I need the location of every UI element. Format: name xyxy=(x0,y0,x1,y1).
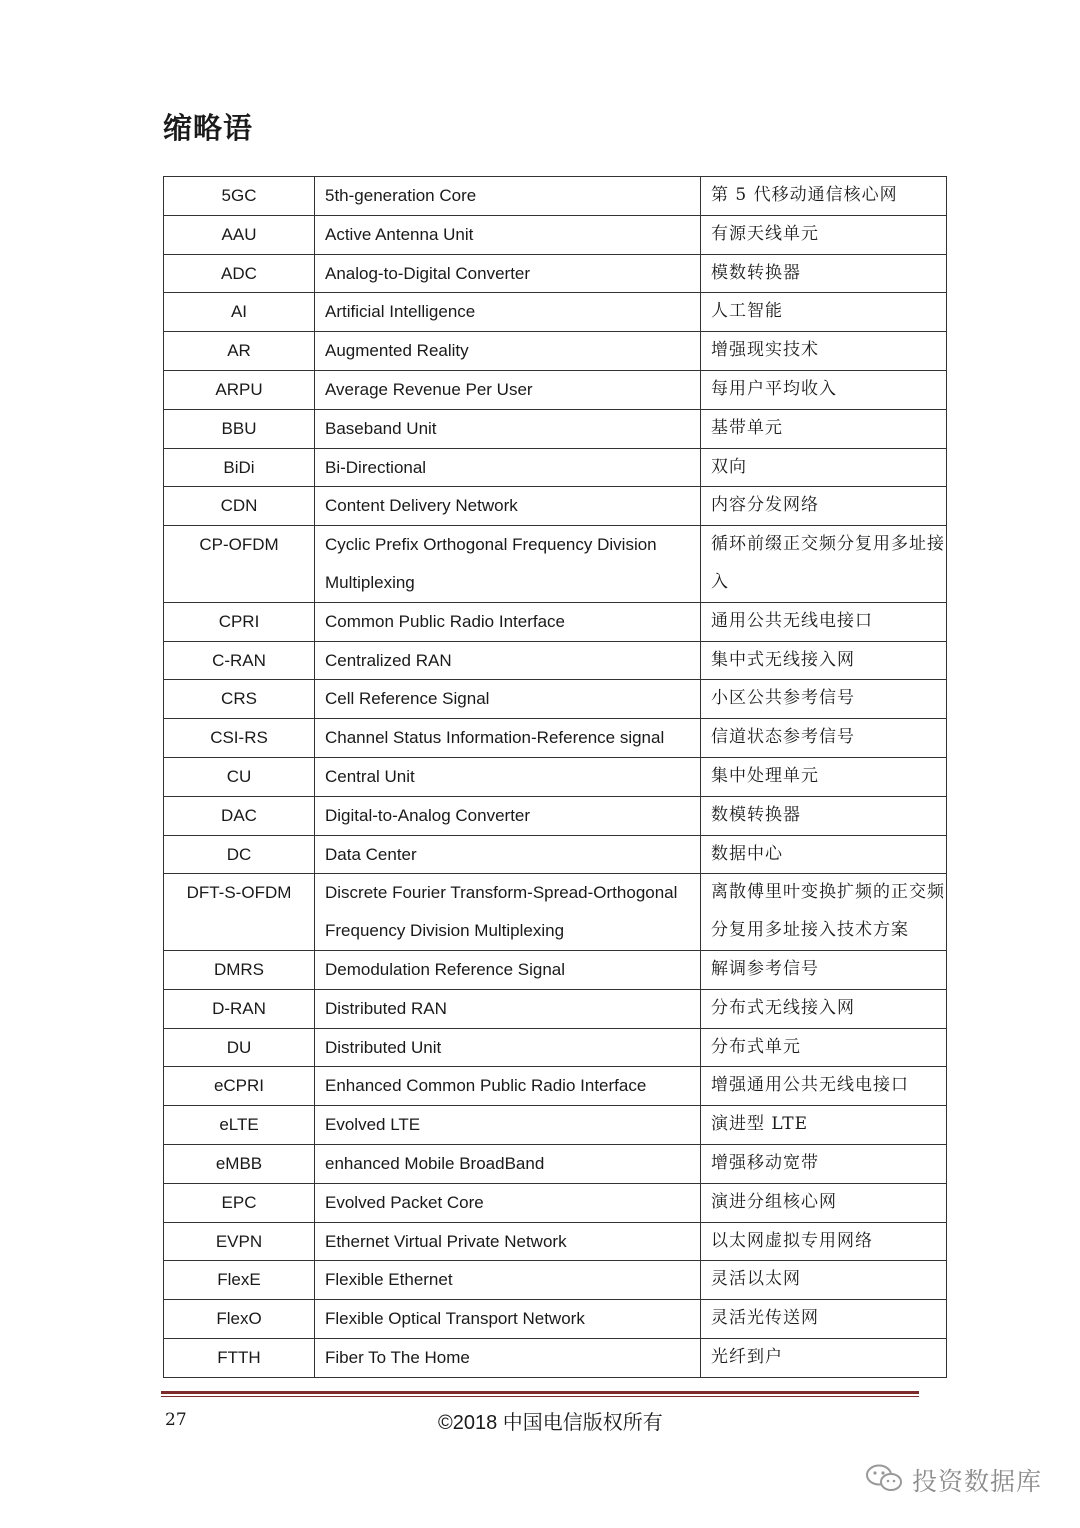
english-term-cell: Evolved LTE xyxy=(315,1106,701,1145)
abbreviation-cell: DFT-S-OFDM xyxy=(164,874,315,951)
abbreviation-cell: 5GC xyxy=(164,177,315,216)
abbreviation-cell: AI xyxy=(164,293,315,332)
chinese-term-cell: 循环前缀正交频分复用多址接入 xyxy=(701,526,947,603)
copyright-notice: ©2018 中国电信版权所有 xyxy=(438,1412,663,1434)
chinese-term-cell: 分布式单元 xyxy=(701,1028,947,1067)
watermark xyxy=(864,1462,1042,1498)
table-row xyxy=(164,1300,947,1339)
english-term-cell: 5th-generation Core xyxy=(315,177,701,216)
english-term-cell: Discrete Fourier Transform-Spread-Orthogonal Frequency Division Multiplexing xyxy=(315,874,701,951)
english-term-cell: Bi-Directional xyxy=(315,448,701,487)
abbreviation-cell: CU xyxy=(164,757,315,796)
chinese-term-cell: 光纤到户 xyxy=(701,1338,947,1377)
english-term-cell: Flexible Ethernet xyxy=(315,1261,701,1300)
table-row xyxy=(164,1106,947,1145)
abbreviation-cell: DAC xyxy=(164,796,315,835)
page-title: 缩略语 xyxy=(163,111,254,145)
footer-rule xyxy=(161,1391,919,1394)
abbreviation-cell: BiDi xyxy=(164,448,315,487)
abbreviation-cell: CP-OFDM xyxy=(164,526,315,603)
chinese-term-cell: 通用公共无线电接口 xyxy=(701,602,947,641)
table-row xyxy=(164,602,947,641)
english-term-cell: Evolved Packet Core xyxy=(315,1183,701,1222)
english-term-cell: Distributed Unit xyxy=(315,1028,701,1067)
english-term-cell: Flexible Optical Transport Network xyxy=(315,1300,701,1339)
english-term-cell: Ethernet Virtual Private Network xyxy=(315,1222,701,1261)
table-row xyxy=(164,448,947,487)
table-row xyxy=(164,1261,947,1300)
chinese-term-cell: 解调参考信号 xyxy=(701,950,947,989)
table-row xyxy=(164,680,947,719)
abbreviation-cell: DMRS xyxy=(164,950,315,989)
english-term-cell: Content Delivery Network xyxy=(315,487,701,526)
table-row xyxy=(164,177,947,216)
wechat-icon xyxy=(864,1462,904,1499)
table-row xyxy=(164,332,947,371)
abbreviation-cell: CDN xyxy=(164,487,315,526)
table-row xyxy=(164,1067,947,1106)
footer-rule-thin xyxy=(161,1396,919,1397)
english-term-cell: enhanced Mobile BroadBand xyxy=(315,1144,701,1183)
abbreviation-cell: DU xyxy=(164,1028,315,1067)
english-term-cell: Digital-to-Analog Converter xyxy=(315,796,701,835)
chinese-term-cell: 内容分发网络 xyxy=(701,487,947,526)
table-row xyxy=(164,1183,947,1222)
abbreviation-cell: FlexO xyxy=(164,1300,315,1339)
chinese-term-cell: 增强现实技术 xyxy=(701,332,947,371)
table-row xyxy=(164,641,947,680)
abbreviation-cell: eCPRI xyxy=(164,1067,315,1106)
table-row xyxy=(164,835,947,874)
table-row xyxy=(164,215,947,254)
english-term-cell: Active Antenna Unit xyxy=(315,215,701,254)
english-term-cell: Average Revenue Per User xyxy=(315,370,701,409)
abbreviation-cell: AR xyxy=(164,332,315,371)
chinese-term-cell: 集中处理单元 xyxy=(701,757,947,796)
abbreviation-cell: EPC xyxy=(164,1183,315,1222)
english-term-cell: Analog-to-Digital Converter xyxy=(315,254,701,293)
english-term-cell: Data Center xyxy=(315,835,701,874)
table-row xyxy=(164,1338,947,1377)
table-row xyxy=(164,1028,947,1067)
chinese-term-cell: 人工智能 xyxy=(701,293,947,332)
table-row xyxy=(164,757,947,796)
abbreviation-cell: FTTH xyxy=(164,1338,315,1377)
abbreviation-cell: eLTE xyxy=(164,1106,315,1145)
chinese-term-cell: 增强通用公共无线电接口 xyxy=(701,1067,947,1106)
table-row xyxy=(164,370,947,409)
chinese-term-cell: 演进型 LTE xyxy=(701,1106,947,1145)
chinese-term-cell: 灵活光传送网 xyxy=(701,1300,947,1339)
table-row xyxy=(164,874,947,951)
chinese-term-cell: 灵活以太网 xyxy=(701,1261,947,1300)
english-term-cell: Distributed RAN xyxy=(315,989,701,1028)
english-term-cell: Artificial Intelligence xyxy=(315,293,701,332)
abbreviation-cell: FlexE xyxy=(164,1261,315,1300)
table-row xyxy=(164,1222,947,1261)
table-row xyxy=(164,526,947,603)
abbreviation-cell: eMBB xyxy=(164,1144,315,1183)
table-row xyxy=(164,254,947,293)
table-row xyxy=(164,989,947,1028)
abbreviation-cell: C-RAN xyxy=(164,641,315,680)
abbreviation-cell: D-RAN xyxy=(164,989,315,1028)
chinese-term-cell: 模数转换器 xyxy=(701,254,947,293)
table-row xyxy=(164,796,947,835)
english-term-cell: Augmented Reality xyxy=(315,332,701,371)
english-term-cell: Cell Reference Signal xyxy=(315,680,701,719)
chinese-term-cell: 每用户平均收入 xyxy=(701,370,947,409)
english-term-cell: Channel Status Information-Reference signal xyxy=(315,719,701,758)
table-row xyxy=(164,1144,947,1183)
chinese-term-cell: 基带单元 xyxy=(701,409,947,448)
watermark-text: 投资数据库 xyxy=(912,1468,1043,1496)
chinese-term-cell: 有源天线单元 xyxy=(701,215,947,254)
abbreviation-cell: AAU xyxy=(164,215,315,254)
english-term-cell: Cyclic Prefix Orthogonal Frequency Division Multiplexing xyxy=(315,526,701,603)
page-number: 27 xyxy=(165,1410,187,1430)
chinese-term-cell: 数模转换器 xyxy=(701,796,947,835)
english-term-cell: Central Unit xyxy=(315,757,701,796)
abbreviation-cell: EVPN xyxy=(164,1222,315,1261)
chinese-term-cell: 以太网虚拟专用网络 xyxy=(701,1222,947,1261)
chinese-term-cell: 数据中心 xyxy=(701,835,947,874)
table-row xyxy=(164,487,947,526)
chinese-term-cell: 信道状态参考信号 xyxy=(701,719,947,758)
table-row xyxy=(164,409,947,448)
abbreviation-cell: BBU xyxy=(164,409,315,448)
table-row xyxy=(164,719,947,758)
abbreviation-cell: CRS xyxy=(164,680,315,719)
chinese-term-cell: 分布式无线接入网 xyxy=(701,989,947,1028)
chinese-term-cell: 小区公共参考信号 xyxy=(701,680,947,719)
abbreviation-cell: CSI-RS xyxy=(164,719,315,758)
table-row xyxy=(164,950,947,989)
chinese-term-cell: 演进分组核心网 xyxy=(701,1183,947,1222)
english-term-cell: Baseband Unit xyxy=(315,409,701,448)
english-term-cell: Demodulation Reference Signal xyxy=(315,950,701,989)
abbreviation-table xyxy=(163,176,947,1378)
english-term-cell: Enhanced Common Public Radio Interface xyxy=(315,1067,701,1106)
chinese-term-cell: 第 5 代移动通信核心网 xyxy=(701,177,947,216)
abbreviation-cell: DC xyxy=(164,835,315,874)
chinese-term-cell: 离散傅里叶变换扩频的正交频分复用多址接入技术方案 xyxy=(701,874,947,951)
english-term-cell: Fiber To The Home xyxy=(315,1338,701,1377)
chinese-term-cell: 集中式无线接入网 xyxy=(701,641,947,680)
english-term-cell: Common Public Radio Interface xyxy=(315,602,701,641)
abbreviation-cell: CPRI xyxy=(164,602,315,641)
table-row xyxy=(164,293,947,332)
abbreviation-cell: ARPU xyxy=(164,370,315,409)
chinese-term-cell: 增强移动宽带 xyxy=(701,1144,947,1183)
abbreviation-cell: ADC xyxy=(164,254,315,293)
english-term-cell: Centralized RAN xyxy=(315,641,701,680)
chinese-term-cell: 双向 xyxy=(701,448,947,487)
